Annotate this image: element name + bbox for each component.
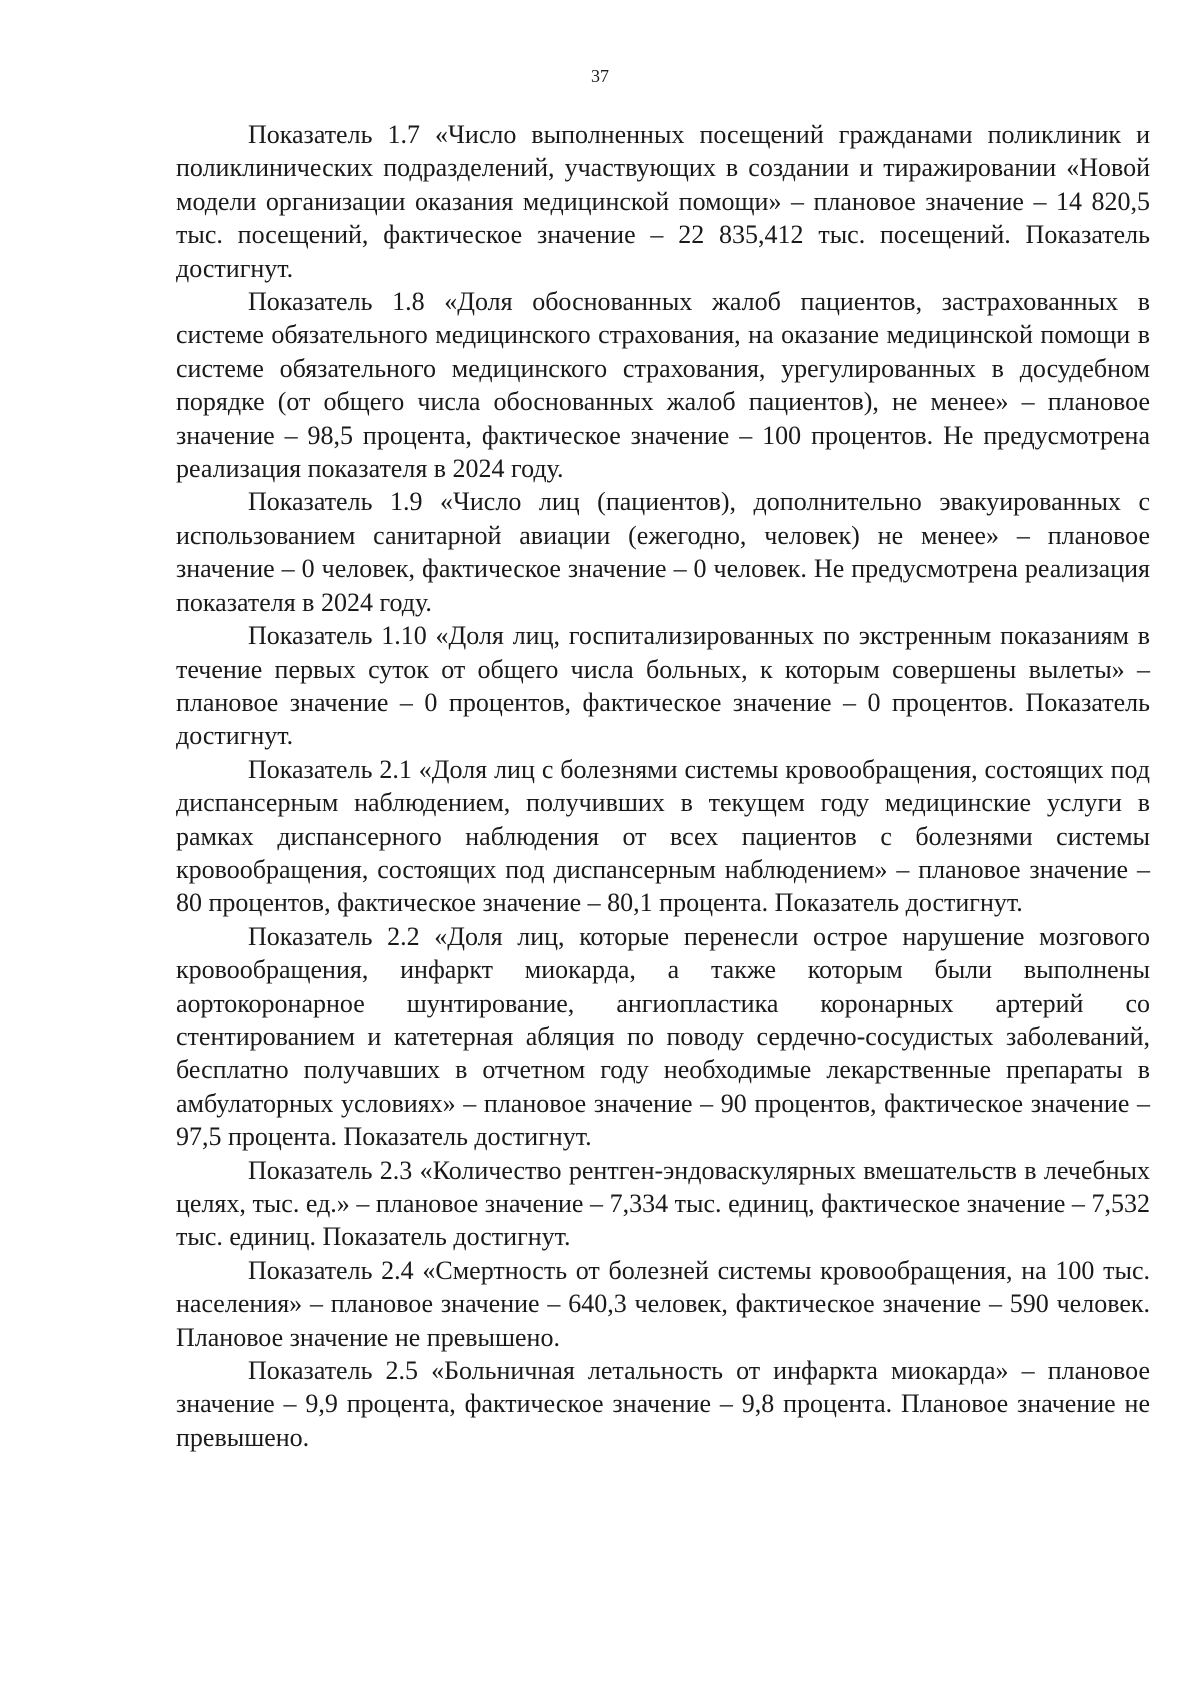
- page-number: 37: [591, 66, 609, 86]
- paragraph-indicator-2-4: Показатель 2.4 «Смертность от болезней системы кровообращения, на 100 тыс. населения» – плановое значение – 640,3 человек, фактическое значение – 590 человек. Плановое значение не превышено.: [176, 1255, 1150, 1352]
- paragraph-indicator-1-8: Показатель 1.8 «Доля обоснованных жалоб пациентов, застрахованных в системе обязательного медицинского страхования, на оказание медицинской помощи в системе обязательного медицинского страхования, урегулированных в досудебном порядке (от общего числа обоснованных жалоб пациентов), не менее» – плановое значение – 98,5 процента, фактическое значение – 100 процентов. Не предусмотрена реализация показателя в 2024 году.: [176, 287, 1150, 484]
- paragraph-indicator-1-10: Показатель 1.10 «Доля лиц, госпитализированных по экстренным показаниям в течение первых суток от общего числа больных, к которым совершены вылеты» – плановое значение – 0 процентов, фактическое значение – 0 процентов. Показатель достигнут.: [176, 621, 1150, 751]
- document-body: [176, 118, 1150, 1454]
- paragraph-indicator-2-5: Показатель 2.5 «Больничная летальность от инфаркта миокарда» – плановое значение – 9,9 процента, фактическое значение – 9,8 процента. Плановое значение не превышено.: [176, 1356, 1150, 1452]
- paragraph-indicator-1-7: Показатель 1.7 «Число выполненных посещений гражданами поликлиник и поликлинических подразделений, участвующих в создании и тиражировании «Новой модели организации оказания медицинской помощи» – плановое значение – 14 820,5 тыс. посещений, фактическое значение – 22 835,412 тыс. посещений. Показатель достигнут.: [176, 120, 1150, 283]
- paragraph-indicator-2-3: Показатель 2.3 «Количество рентген-эндоваскулярных вмешательств в лечебных целях, тыс. ед.» – плановое значение – 7,334 тыс. единиц, фактическое значение – 7,532 тыс. единиц. Показатель достигнут.: [176, 1155, 1150, 1252]
- paragraph-indicator-2-1: Показатель 2.1 «Доля лиц с болезнями системы кровообращения, состоящих под диспансерным наблюдением, получивших в текущем году медицинские услуги в рамках диспансерного наблюдения от всех пациентов с болезнями системы кровообращения, состоящих под диспансерным наблюдением» – плановое значение – 80 процентов, фактическое значение – 80,1 процента. Показатель достигнут.: [176, 754, 1150, 918]
- paragraph-indicator-2-2: Показатель 2.2 «Доля лиц, которые перенесли острое нарушение мозгового кровообращения, инфаркт миокарда, а также которым были выполнены аортокоронарное шунтирование, ангиопластика коронарных артерий со стентированием и катетерная абляция по поводу сердечно-сосудистых заболеваний, бесплатно получавших в отчетном году необходимые лекарственные препараты в амбулаторных условиях» – плановое значение – 90 процентов, фактическое значение – 97,5 процента. Показатель достигнут.: [176, 921, 1150, 1152]
- paragraph-indicator-1-9: Показатель 1.9 «Число лиц (пациентов), дополнительно эвакуированных с использованием санитарной авиации (ежегодно, человек) не менее» – плановое значение – 0 человек, фактическое значение – 0 человек. Не предусмотрена реализация показателя в 2024 году.: [176, 487, 1150, 617]
